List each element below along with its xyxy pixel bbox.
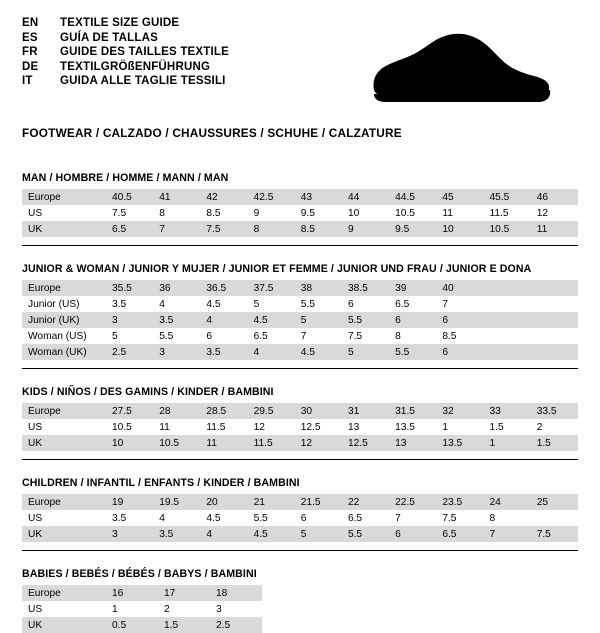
size-cell: 5.5 bbox=[300, 298, 315, 310]
size-cell: 6 bbox=[436, 344, 483, 360]
size-cell: 7.5 bbox=[347, 330, 363, 342]
size-table-man bbox=[22, 189, 578, 237]
size-cell: 8.5 bbox=[295, 221, 342, 237]
dress-shoe-icon bbox=[362, 32, 552, 112]
size-cell: 2.5 bbox=[210, 617, 262, 633]
table-row bbox=[22, 585, 262, 601]
size-cell: 5.5 bbox=[159, 330, 174, 342]
section-kids bbox=[22, 386, 578, 460]
size-cell: 36 bbox=[153, 280, 200, 296]
table-row bbox=[22, 403, 578, 419]
size-cell: 1 bbox=[442, 421, 448, 433]
size-cell: 6.5 bbox=[106, 221, 153, 237]
size-cell: 36.5 bbox=[200, 280, 247, 296]
size-cell: 28 bbox=[153, 403, 200, 419]
size-cell: 42 bbox=[200, 189, 247, 205]
section-babies bbox=[22, 568, 578, 633]
size-cell: 9.5 bbox=[389, 221, 436, 237]
size-table-children bbox=[22, 494, 578, 542]
size-cell: 44.5 bbox=[389, 189, 436, 205]
size-cell: 6 bbox=[389, 526, 436, 542]
table-row bbox=[22, 494, 578, 510]
table-row bbox=[22, 601, 262, 617]
size-cell: 6.5 bbox=[253, 330, 268, 342]
size-cell: 11.5 bbox=[489, 207, 509, 219]
size-cell: 6.5 bbox=[395, 298, 410, 310]
size-cell: 2 bbox=[536, 421, 543, 433]
table-row bbox=[22, 435, 578, 451]
size-cell: 6.5 bbox=[347, 512, 363, 524]
size-cell: 21.5 bbox=[295, 494, 342, 510]
size-cell: 3 bbox=[106, 526, 153, 542]
size-cell: 3.5 bbox=[112, 512, 127, 524]
language-title: GUIDA ALLE TAGLIE TESSILI bbox=[60, 75, 226, 87]
size-cell: 31.5 bbox=[389, 403, 436, 419]
row-label: Europe bbox=[22, 403, 106, 419]
row-label: US bbox=[28, 421, 43, 433]
size-cell: 11 bbox=[442, 207, 453, 219]
size-table-babies bbox=[22, 585, 262, 633]
size-cell: 3.5 bbox=[153, 526, 200, 542]
language-title-list bbox=[22, 18, 229, 91]
size-cell: 7 bbox=[300, 330, 307, 342]
language-code: IT bbox=[22, 75, 33, 87]
size-cell: 11 bbox=[200, 435, 247, 451]
size-cell: 11.5 bbox=[206, 421, 226, 433]
table-row bbox=[22, 189, 578, 205]
language-code: DE bbox=[22, 60, 39, 73]
size-cell: 11 bbox=[159, 421, 170, 433]
table-row bbox=[22, 344, 578, 360]
size-cell: 8.5 bbox=[442, 330, 457, 342]
row-label: Junior (UK) bbox=[22, 312, 106, 328]
size-cell: 4 bbox=[200, 312, 247, 328]
language-row bbox=[22, 33, 229, 48]
size-cell: 10.5 bbox=[395, 207, 415, 219]
size-cell: 13 bbox=[389, 435, 436, 451]
size-cell: 4.5 bbox=[248, 526, 295, 542]
row-label: UK bbox=[22, 221, 106, 237]
size-cell: 4 bbox=[159, 512, 165, 524]
size-cell: 43 bbox=[295, 189, 342, 205]
size-cell: 10 bbox=[106, 435, 153, 451]
size-cell: 7.5 bbox=[200, 221, 247, 237]
size-cell: 12 bbox=[536, 207, 549, 219]
size-cell: 42.5 bbox=[248, 189, 295, 205]
section-divider bbox=[22, 245, 578, 246]
size-cell: 8 bbox=[395, 330, 401, 342]
size-cell: 5 bbox=[342, 344, 389, 360]
size-cell bbox=[484, 280, 531, 296]
section-title: MAN / HOMBRE / HOMME / MANN / MAN bbox=[22, 172, 229, 184]
size-cell bbox=[531, 328, 578, 344]
size-table-kids bbox=[22, 403, 578, 451]
size-cell: 38 bbox=[295, 280, 342, 296]
size-cell: 44 bbox=[342, 189, 389, 205]
size-cell: 5.5 bbox=[342, 526, 389, 542]
size-cell: 10.5 bbox=[484, 221, 531, 237]
size-cell: 13.5 bbox=[436, 435, 483, 451]
size-cell: 7.5 bbox=[531, 526, 578, 542]
size-cell: 9.5 bbox=[300, 207, 315, 219]
section-title: BABIES / BEBÉS / BÉBÉS / BABYS / BAMBINI bbox=[22, 568, 257, 580]
table-row bbox=[22, 280, 578, 296]
row-label: Woman (UK) bbox=[22, 344, 106, 360]
size-cell: 35.5 bbox=[106, 280, 153, 296]
size-cell: 1.5 bbox=[158, 617, 210, 633]
size-cell: 7 bbox=[484, 526, 531, 542]
size-cell: 46 bbox=[531, 189, 578, 205]
size-cell: 6 bbox=[300, 512, 307, 524]
size-cell: 3.5 bbox=[153, 312, 200, 328]
row-label: UK bbox=[22, 617, 106, 633]
size-cell: 7 bbox=[442, 298, 448, 310]
size-cell bbox=[484, 296, 531, 312]
size-cell: 41 bbox=[153, 189, 200, 205]
section-title: CHILDREN / INFANTIL / ENFANTS / KINDER / BAMBINI bbox=[22, 477, 300, 489]
size-cell: 38.5 bbox=[342, 280, 389, 296]
size-cell: 3 bbox=[216, 603, 222, 615]
size-table-junior-woman bbox=[22, 280, 578, 360]
section-man bbox=[22, 172, 578, 246]
size-cell: 12 bbox=[253, 421, 265, 433]
size-cell: 6.5 bbox=[436, 526, 483, 542]
size-cell: 39 bbox=[389, 280, 436, 296]
size-cell: 19 bbox=[106, 494, 153, 510]
table-row bbox=[22, 328, 578, 344]
size-cell: 2 bbox=[164, 603, 170, 615]
size-cell: 33 bbox=[484, 403, 531, 419]
size-cell: 4 bbox=[248, 344, 295, 360]
size-cell: 19.5 bbox=[153, 494, 200, 510]
size-cell: 3.5 bbox=[112, 298, 127, 310]
size-cell: 21 bbox=[248, 494, 295, 510]
page-header bbox=[22, 18, 578, 112]
size-cell: 37.5 bbox=[248, 280, 295, 296]
size-cell: 28.5 bbox=[200, 403, 247, 419]
size-cell bbox=[531, 344, 578, 360]
size-cell: 33.5 bbox=[531, 403, 578, 419]
size-cell: 8 bbox=[159, 207, 165, 219]
size-cell: 4.5 bbox=[295, 344, 342, 360]
size-cell: 16 bbox=[106, 585, 158, 601]
size-cell: 3 bbox=[153, 344, 200, 360]
size-cell: 5.5 bbox=[389, 344, 436, 360]
section-title: KIDS / NIÑOS / DES GAMINS / KINDER / BAMBINI bbox=[22, 386, 274, 398]
size-cell: 13.5 bbox=[395, 421, 415, 433]
size-cell: 12.5 bbox=[342, 435, 389, 451]
size-cell: 6 bbox=[206, 330, 213, 342]
size-cell: 25 bbox=[531, 494, 578, 510]
size-cell: 17 bbox=[158, 585, 210, 601]
size-cell: 4.5 bbox=[206, 512, 221, 524]
row-label: UK bbox=[22, 435, 106, 451]
size-cell: 5 bbox=[112, 330, 118, 342]
size-cell: 4 bbox=[159, 298, 165, 310]
section-divider bbox=[22, 550, 578, 551]
row-label: US bbox=[28, 512, 43, 524]
size-cell: 31 bbox=[342, 403, 389, 419]
table-row bbox=[22, 296, 578, 312]
size-cell: 8.5 bbox=[206, 207, 221, 219]
size-cell bbox=[484, 328, 531, 344]
size-cell: 24 bbox=[484, 494, 531, 510]
size-cell: 8 bbox=[489, 512, 496, 524]
size-cell: 5 bbox=[253, 298, 260, 310]
table-row bbox=[22, 312, 578, 328]
table-row bbox=[22, 526, 578, 542]
size-cell: 10 bbox=[436, 221, 483, 237]
size-cell: 20 bbox=[200, 494, 247, 510]
size-cell: 9 bbox=[253, 207, 260, 219]
language-code: EN bbox=[22, 17, 39, 29]
row-label: US bbox=[28, 603, 43, 615]
language-title: TEXTILGRÖßENFÜHRUNG bbox=[60, 60, 211, 73]
size-cell: 5 bbox=[295, 312, 342, 328]
size-cell: 5 bbox=[295, 526, 342, 542]
size-cell: 23.5 bbox=[436, 494, 483, 510]
row-label: US bbox=[28, 207, 43, 219]
language-row bbox=[22, 62, 229, 77]
row-label: Europe bbox=[22, 585, 106, 601]
language-code: FR bbox=[22, 46, 38, 58]
size-cell: 40 bbox=[436, 280, 483, 296]
size-cell bbox=[531, 280, 578, 296]
size-cell: 1.5 bbox=[489, 421, 504, 433]
table-row bbox=[22, 510, 578, 526]
row-label: Europe bbox=[22, 189, 106, 205]
size-cell: 8 bbox=[248, 221, 295, 237]
size-cell: 4 bbox=[200, 526, 247, 542]
size-cell: 5.5 bbox=[253, 512, 268, 524]
size-cell: 11.5 bbox=[248, 435, 295, 451]
size-cell: 9 bbox=[342, 221, 389, 237]
size-cell: 18 bbox=[210, 585, 262, 601]
size-cell: 45 bbox=[436, 189, 483, 205]
size-cell: 1 bbox=[484, 435, 531, 451]
size-cell: 7 bbox=[153, 221, 200, 237]
category-line: FOOTWEAR / CALZADO / CHAUSSURES / SCHUHE / CALZATURE bbox=[22, 126, 402, 140]
size-cell: 4.5 bbox=[248, 312, 295, 328]
size-cell: 13 bbox=[347, 421, 360, 433]
size-cell bbox=[531, 510, 578, 526]
size-cell: 2.5 bbox=[106, 344, 153, 360]
size-cell: 1 bbox=[112, 603, 118, 615]
language-row bbox=[22, 47, 229, 62]
size-cell: 10.5 bbox=[112, 421, 132, 433]
row-label: Europe bbox=[22, 280, 106, 296]
size-cell: 6 bbox=[389, 312, 436, 328]
size-cell: 0.5 bbox=[106, 617, 158, 633]
section-divider bbox=[22, 459, 578, 460]
size-cell: 32 bbox=[436, 403, 483, 419]
size-cell: 5.5 bbox=[342, 312, 389, 328]
language-row bbox=[22, 18, 229, 33]
size-cell: 7.5 bbox=[442, 512, 457, 524]
row-label: Europe bbox=[22, 494, 106, 510]
row-label: UK bbox=[22, 526, 106, 542]
size-cell: 6 bbox=[347, 298, 354, 310]
size-cell: 29.5 bbox=[248, 403, 295, 419]
size-cell bbox=[531, 312, 578, 328]
size-cell: 22 bbox=[342, 494, 389, 510]
size-cell bbox=[484, 312, 531, 328]
language-code: ES bbox=[22, 31, 38, 44]
size-cell: 40.5 bbox=[106, 189, 153, 205]
language-title: TEXTILE SIZE GUIDE bbox=[60, 17, 180, 29]
section-divider bbox=[22, 368, 578, 369]
size-cell: 12.5 bbox=[300, 421, 321, 433]
size-cell: 30 bbox=[295, 403, 342, 419]
size-cell: 12 bbox=[295, 435, 342, 451]
language-row bbox=[22, 76, 229, 91]
row-label: Junior (US) bbox=[28, 298, 80, 310]
table-row bbox=[22, 419, 578, 435]
size-cell: 3.5 bbox=[200, 344, 247, 360]
size-cell: 1.5 bbox=[531, 435, 578, 451]
section-children bbox=[22, 477, 578, 551]
size-cell: 6 bbox=[436, 312, 483, 328]
table-row bbox=[22, 205, 578, 221]
size-cell: 4.5 bbox=[206, 298, 221, 310]
size-cell: 7 bbox=[395, 512, 401, 524]
row-label: Woman (US) bbox=[28, 330, 87, 342]
size-cell: 45.5 bbox=[484, 189, 531, 205]
table-row bbox=[22, 617, 262, 633]
language-title: GUÍA DE TALLAS bbox=[60, 31, 158, 44]
section-junior-woman bbox=[22, 263, 578, 369]
size-cell: 10 bbox=[347, 207, 360, 219]
size-cell: 3 bbox=[106, 312, 153, 328]
size-cell bbox=[484, 344, 531, 360]
size-cell: 10.5 bbox=[153, 435, 200, 451]
size-cell: 7.5 bbox=[112, 207, 127, 219]
language-title: GUIDE DES TAILLES TEXTILE bbox=[60, 46, 229, 58]
size-cell bbox=[531, 296, 578, 312]
section-title: JUNIOR & WOMAN / JUNIOR Y MUJER / JUNIOR ET FEMME / JUNIOR UND FRAU / JUNIOR E DONA bbox=[22, 263, 532, 275]
size-cell: 27.5 bbox=[106, 403, 153, 419]
table-row bbox=[22, 221, 578, 237]
size-cell: 22.5 bbox=[389, 494, 436, 510]
size-cell: 11 bbox=[531, 221, 578, 237]
